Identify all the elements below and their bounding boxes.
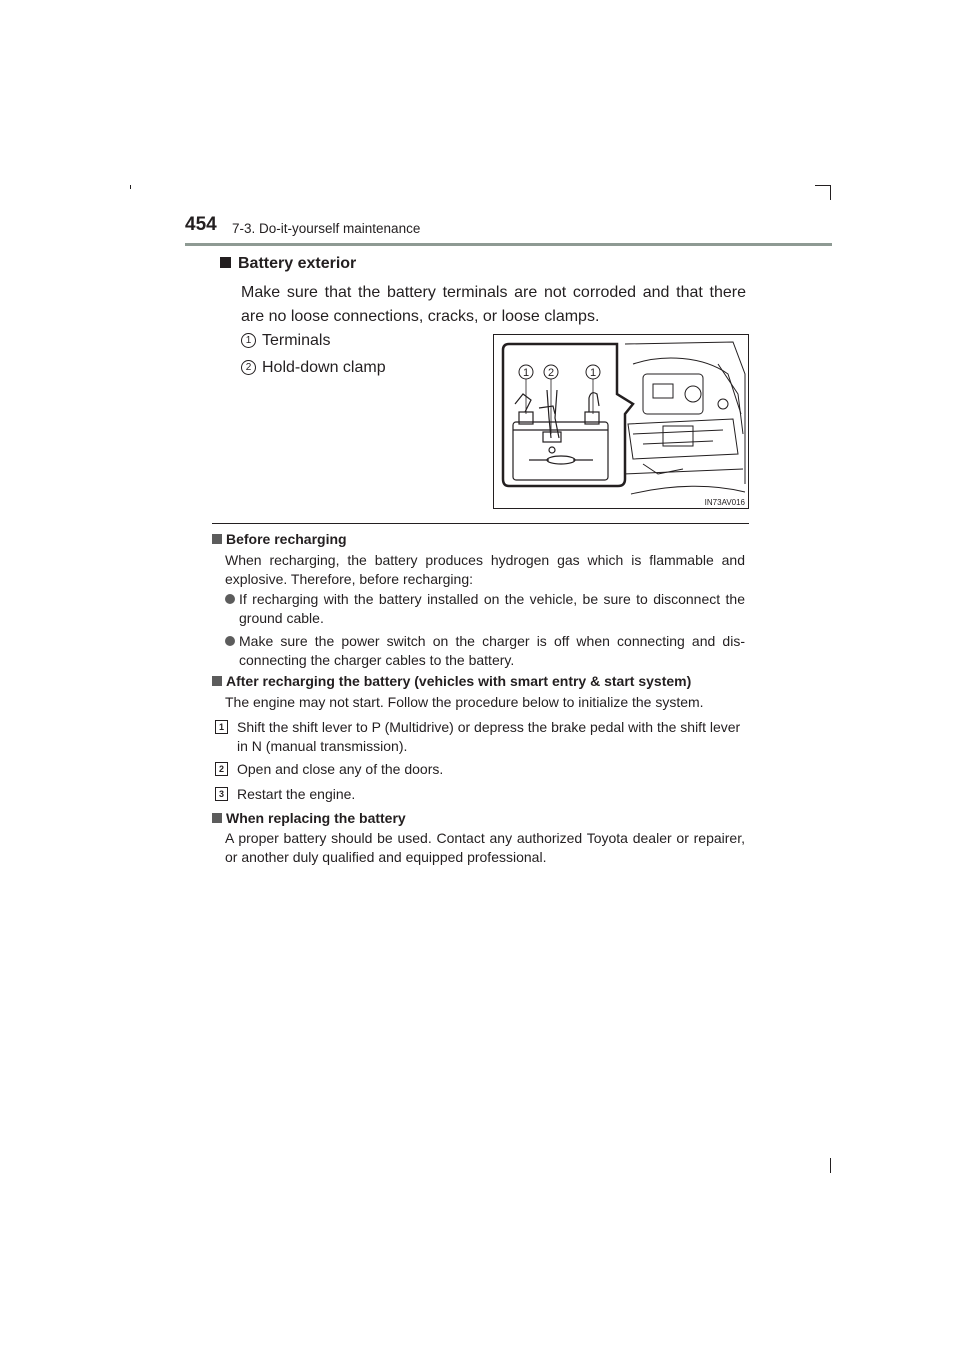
section-divider (212, 523, 749, 524)
replacing-text: A proper battery should be used. Contact any authorized Toyota dealer or repairer, or another duly qualified and equipped professional. (225, 830, 745, 865)
callout-label: Hold-down clamp (262, 359, 386, 376)
figure-marker-terminal-left: 1 (522, 367, 530, 379)
callout-terminals (241, 332, 330, 350)
battery-exterior-intro: Make sure that the battery terminals are not corroded and that there are no loose connections, cracks, or loose clamps. (241, 284, 746, 325)
callout-hold-down-clamp (241, 359, 386, 377)
crop-mark-top-left (130, 185, 131, 189)
figure-marker-clamp: 2 (547, 367, 555, 379)
round-bullet-icon (225, 594, 235, 604)
list-item (225, 632, 745, 669)
after-recharging-heading (212, 672, 691, 691)
before-recharging-heading (212, 530, 347, 549)
crop-mark-top-right-h (815, 185, 831, 186)
procedure-step (215, 785, 745, 804)
header-rule (185, 243, 832, 246)
step-text: Open and close any of the doors. (237, 761, 444, 777)
square-bullet-icon (212, 676, 222, 686)
figure-marker-terminal-right: 1 (589, 367, 597, 379)
battery-illustration (493, 334, 749, 509)
battery-exterior-heading (220, 255, 356, 273)
procedure-step (215, 760, 745, 779)
section-title: 7-3. Do-it-yourself maintenance (232, 221, 421, 236)
list-item (225, 590, 745, 627)
page-number: 454 (185, 214, 217, 235)
replacing-heading (212, 809, 406, 828)
callout-number: 2 (241, 360, 256, 375)
square-bullet-icon (212, 813, 222, 823)
round-bullet-icon (225, 636, 235, 646)
procedure-step (215, 718, 745, 755)
square-bullet-icon (212, 534, 222, 544)
bullet-text: Make sure the power switch on the charger is off when connecting and dis-connecting the charger cables to the battery. (239, 633, 745, 668)
after-recharging-heading-text: After recharging the battery (vehicles with smart entry & start system) (226, 673, 692, 689)
callout-label: Terminals (262, 332, 331, 349)
step-number: 2 (215, 762, 228, 776)
before-recharging-heading-text: Before recharging (226, 531, 347, 547)
battery-exterior-heading-text: Battery exterior (238, 255, 357, 272)
after-recharging-text: The engine may not start. Follow the procedure below to initialize the system. (225, 694, 704, 710)
step-number: 3 (215, 787, 228, 801)
crop-mark-top-right-v (830, 185, 831, 200)
replacing-heading-text: When replacing the battery (226, 810, 406, 826)
before-recharging-text: When recharging, the battery produces hydrogen gas which is flammable and explosive. Therefore, before recharging: (225, 552, 745, 587)
step-text: Restart the engine. (237, 786, 356, 802)
square-bullet-icon (220, 257, 231, 268)
callout-number: 1 (241, 333, 256, 348)
crop-mark-bottom-right (830, 1158, 831, 1173)
step-text: Shift the shift lever to P (Multidrive) or depress the brake pedal with the shift lever in N (manual transmission). (237, 719, 741, 754)
figure-code: IN73AV016 (704, 498, 745, 507)
bullet-text: If recharging with the battery installed on the vehicle, be sure to disconnect the ground cable. (239, 591, 745, 626)
step-number: 1 (215, 720, 228, 734)
